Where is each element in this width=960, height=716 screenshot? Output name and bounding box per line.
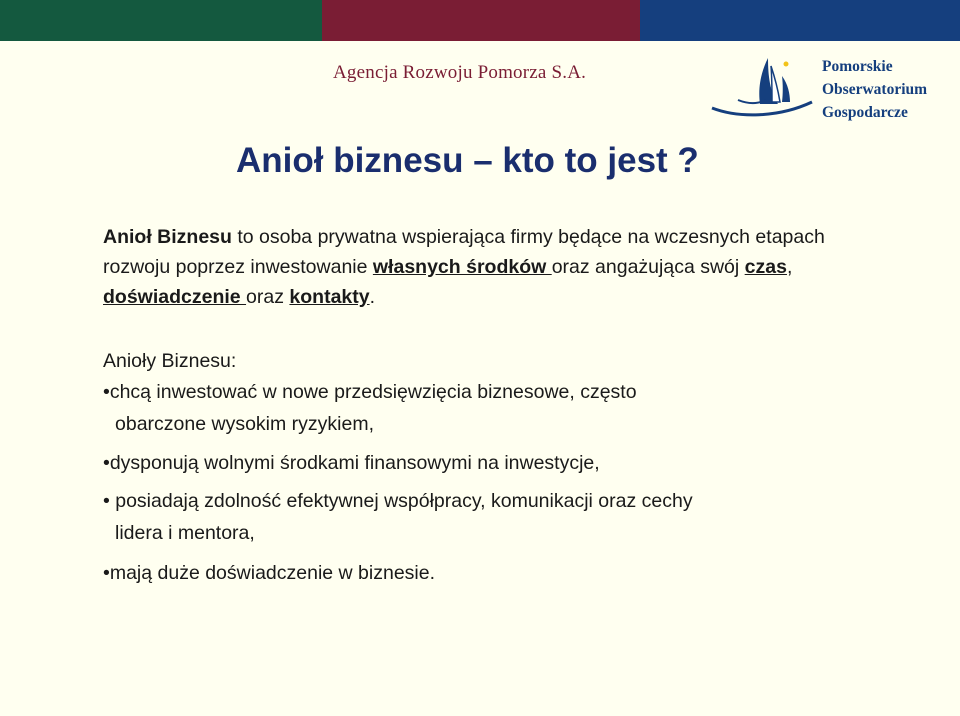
link-czas[interactable]: czas	[744, 256, 787, 278]
slide-title: Anioł biznesu – kto to jest ?	[236, 141, 699, 180]
header-band-blue	[640, 0, 960, 41]
link-wlasnych-srodkow[interactable]: własnych środków	[372, 256, 552, 278]
observatory-line-1: Pomorskie	[822, 58, 893, 75]
list-item	[103, 485, 823, 549]
intro-text-4: oraz	[246, 286, 290, 308]
link-doswiadczenie[interactable]: doświadczenie	[103, 286, 247, 308]
observatory-line-2: Obserwatorium	[822, 81, 928, 98]
list-item-line-1: • posiadają zdolność efektywnej współpracy, komunikacji oraz cechy	[103, 490, 693, 512]
intro-text-1: to osoba prywatna wspierająca firmy będące na wczesnych etapach rozwoju poprzez inwestowanie	[103, 226, 825, 278]
intro-lead: Anioł Biznesu	[103, 226, 232, 248]
observatory-logo-text	[822, 55, 927, 124]
list-item	[103, 447, 823, 479]
intro-text-3: ,	[786, 256, 793, 278]
list-item-line-1: •chcą inwestować w nowe przedsięwzięcia biznesowe, często	[103, 381, 637, 403]
list-item-line-1: •mają duże doświadczenie w biznesie.	[103, 562, 436, 584]
list-item	[103, 557, 823, 589]
header-band-maroon	[322, 0, 640, 41]
list-item-line-2: lidera i mentora,	[115, 522, 255, 544]
intro-paragraph	[103, 222, 843, 312]
header-band-green	[0, 0, 322, 41]
list-item-line-2: obarczone wysokim ryzykiem,	[115, 413, 374, 435]
agency-logo-text: Agencja Rozwoju Pomorza S.A.	[333, 62, 587, 83]
list-item	[103, 376, 823, 440]
list-heading: Anioły Biznesu:	[103, 350, 237, 372]
intro-text-5: .	[369, 286, 376, 308]
list-item-line-1: •dysponują wolnymi środkami finansowymi na inwestycje,	[103, 452, 600, 474]
observatory-line-3: Gospodarcze	[822, 104, 908, 121]
intro-text-2: oraz angażująca swój	[551, 256, 745, 278]
link-kontakty[interactable]: kontakty	[289, 286, 370, 308]
sailboat-logo-icon	[708, 52, 816, 122]
